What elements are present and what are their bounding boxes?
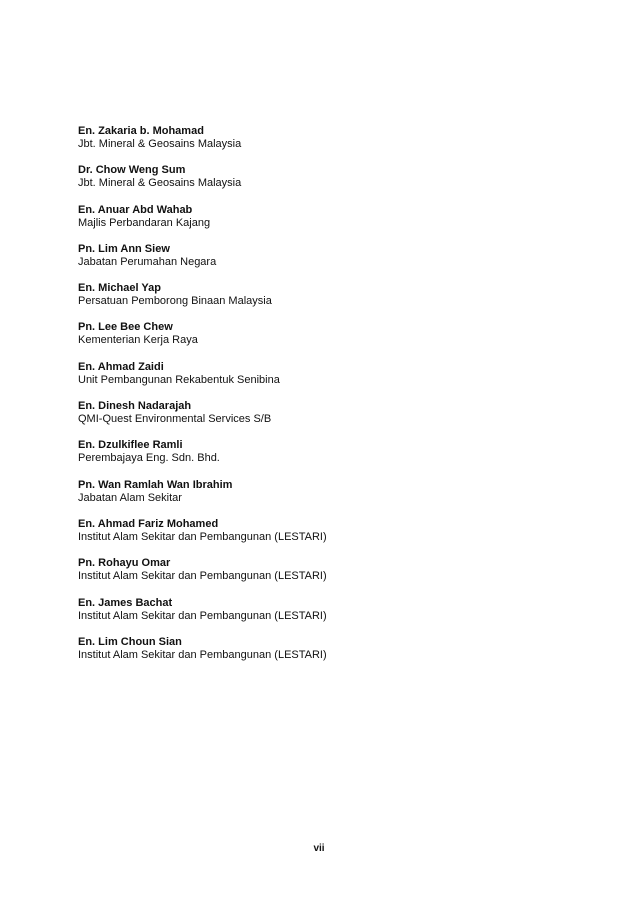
member-organization: Unit Pembangunan Rekabentuk Senibina <box>78 373 280 386</box>
member-name: Dr. Chow Weng Sum <box>78 164 186 177</box>
member-entry <box>78 479 558 518</box>
member-entry <box>78 125 558 164</box>
member-name: En. Anuar Abd Wahab <box>78 203 193 216</box>
member-list <box>78 125 558 675</box>
member-entry <box>78 282 558 321</box>
member-organization: Perembajaya Eng. Sdn. Bhd. <box>78 452 220 465</box>
member-entry <box>78 321 558 360</box>
member-entry <box>78 557 558 596</box>
member-entry <box>78 636 558 675</box>
member-name: En. Zakaria b. Mohamad <box>78 125 204 137</box>
member-name: En. Ahmad Fariz Mohamed <box>78 517 219 530</box>
member-name: En. James Bachat <box>78 596 173 609</box>
member-entry <box>78 400 558 439</box>
member-organization: Persatuan Pemborong Binaan Malaysia <box>78 295 272 308</box>
member-organization: Jabatan Alam Sekitar <box>78 491 182 504</box>
member-name: En. Dinesh Nadarajah <box>78 400 192 413</box>
member-organization: Jbt. Mineral & Geosains Malaysia <box>78 138 242 150</box>
member-organization: Institut Alam Sekitar dan Pembangunan (LESTARI) <box>78 530 327 543</box>
member-organization: Majlis Perbandaran Kajang <box>78 216 211 229</box>
member-entry <box>78 361 558 400</box>
member-entry <box>78 518 558 557</box>
member-name: Pn. Lim Ann Siew <box>78 242 170 255</box>
member-organization: QMI-Quest Environmental Services S/B <box>78 413 272 426</box>
member-name: Pn. Rohayu Omar <box>78 557 171 570</box>
member-entry <box>78 597 558 636</box>
member-organization: Institut Alam Sekitar dan Pembangunan (LESTARI) <box>78 570 327 583</box>
member-organization: Kementerian Kerja Raya <box>78 334 198 347</box>
member-organization: Jabatan Perumahan Negara <box>78 255 217 268</box>
member-name: En. Ahmad Zaidi <box>78 360 164 373</box>
member-organization: Institut Alam Sekitar dan Pembangunan (LESTARI) <box>78 609 327 622</box>
page-number: vii <box>313 843 325 854</box>
member-organization: Jbt. Mineral & Geosains Malaysia <box>78 177 242 190</box>
member-name: En. Michael Yap <box>78 282 161 295</box>
member-entry <box>78 204 558 243</box>
member-name: Pn. Lee Bee Chew <box>78 321 173 334</box>
member-entry <box>78 164 558 203</box>
member-entry <box>78 243 558 282</box>
member-name: En. Lim Choun Sian <box>78 635 182 648</box>
member-name: Pn. Wan Ramlah Wan Ibrahim <box>78 478 233 491</box>
member-organization: Institut Alam Sekitar dan Pembangunan (LESTARI) <box>78 648 327 661</box>
member-entry <box>78 439 558 478</box>
member-name: En. Dzulkiflee Ramli <box>78 439 183 452</box>
